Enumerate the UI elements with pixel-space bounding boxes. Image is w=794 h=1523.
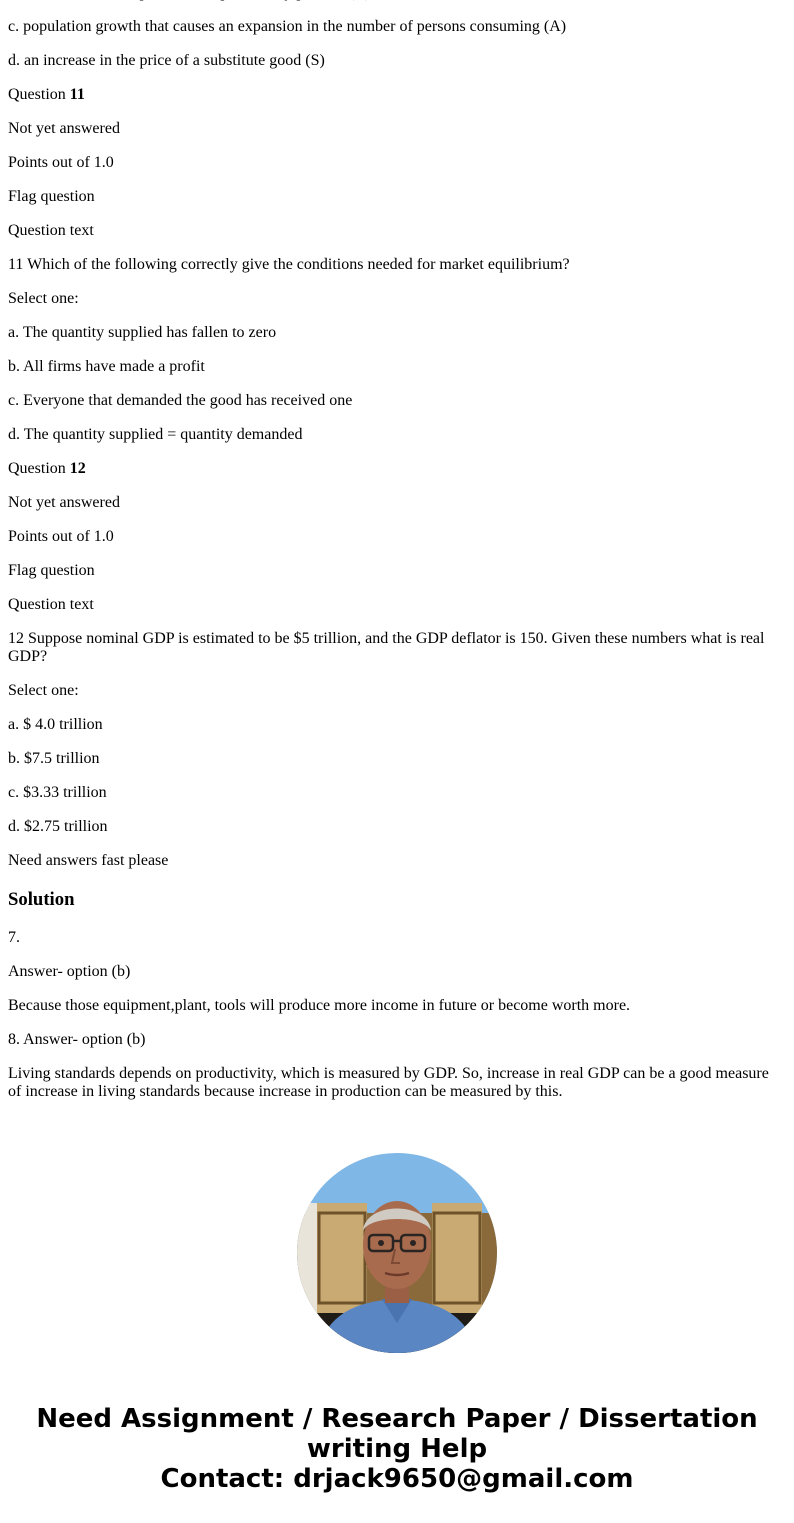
option-text: a. $ 4.0 trillion — [8, 716, 103, 733]
option-text: c. population growth that causes an expansion in the number of persons consuming (A) — [8, 18, 567, 35]
flag-question: Flag question — [8, 188, 95, 205]
solution-number: 7. — [8, 929, 20, 946]
promo-line: Need Assignment / Research Paper / Dissertation — [36, 1404, 758, 1434]
option-text: d. The quantity supplied = quantity demanded — [8, 426, 303, 443]
flag-question: Flag question — [8, 562, 95, 579]
question-points: Points out of 1.0 — [8, 528, 114, 545]
option-text: b. $7.5 trillion — [8, 750, 100, 767]
question-number: 11 — [69, 86, 85, 103]
question-points: Points out of 1.0 — [8, 154, 114, 171]
solution-heading: Solution — [8, 889, 75, 910]
request-note: Need answers fast please — [8, 852, 169, 869]
option-text: a. The quantity supplied has fallen to zero — [8, 324, 277, 341]
document-body — [8, 0, 786, 1117]
question-state: Not yet answered — [8, 120, 120, 137]
question-state: Not yet answered — [8, 494, 120, 511]
question-text: 12 Suppose nominal GDP is estimated to be $5 trillion, and the GDP deflator is 150. Given these numbers what is real GDP? — [8, 630, 765, 665]
option-text: c. Everyone that demanded the good has received one — [8, 392, 353, 409]
promo-line: writing Help — [306, 1434, 488, 1464]
solution-answer: Answer- option (b) — [8, 963, 131, 980]
question-text-label: Question text — [8, 222, 94, 239]
question-number: 12 — [69, 460, 86, 477]
promo-banner — [0, 1404, 794, 1494]
solution-explanation: Living standards depends on productivity, which is measured by GDP. So, increase in real GDP can be a good measure of increase in living standards because increase in production can be measured by this. — [8, 1065, 769, 1100]
question-heading-prefix: Question — [8, 86, 70, 103]
select-one-label: Select one: — [8, 682, 79, 699]
option-text: d. an increase in the price of a substitute good (S) — [8, 52, 325, 69]
select-one-label: Select one: — [8, 290, 79, 307]
option-text: c. $3.33 trillion — [8, 784, 107, 801]
author-photo — [297, 1153, 497, 1353]
promo-contact: Contact: drjack9650@gmail.com — [160, 1464, 634, 1494]
solution-answer: 8. Answer- option (b) — [8, 1031, 146, 1048]
option-text: b. All firms have made a profit — [8, 358, 205, 375]
question-heading-prefix: Question — [8, 460, 70, 477]
option-text — [8, 0, 786, 2]
question-heading — [8, 460, 786, 478]
author-avatar — [297, 1153, 497, 1353]
question-heading — [8, 86, 786, 104]
option-text: d. $2.75 trillion — [8, 818, 108, 835]
question-text: 11 Which of the following correctly give the conditions needed for market equilibrium? — [8, 256, 570, 273]
solution-explanation: Because those equipment,plant, tools will produce more income in future or become worth more. — [8, 997, 631, 1014]
question-text-label: Question text — [8, 596, 94, 613]
